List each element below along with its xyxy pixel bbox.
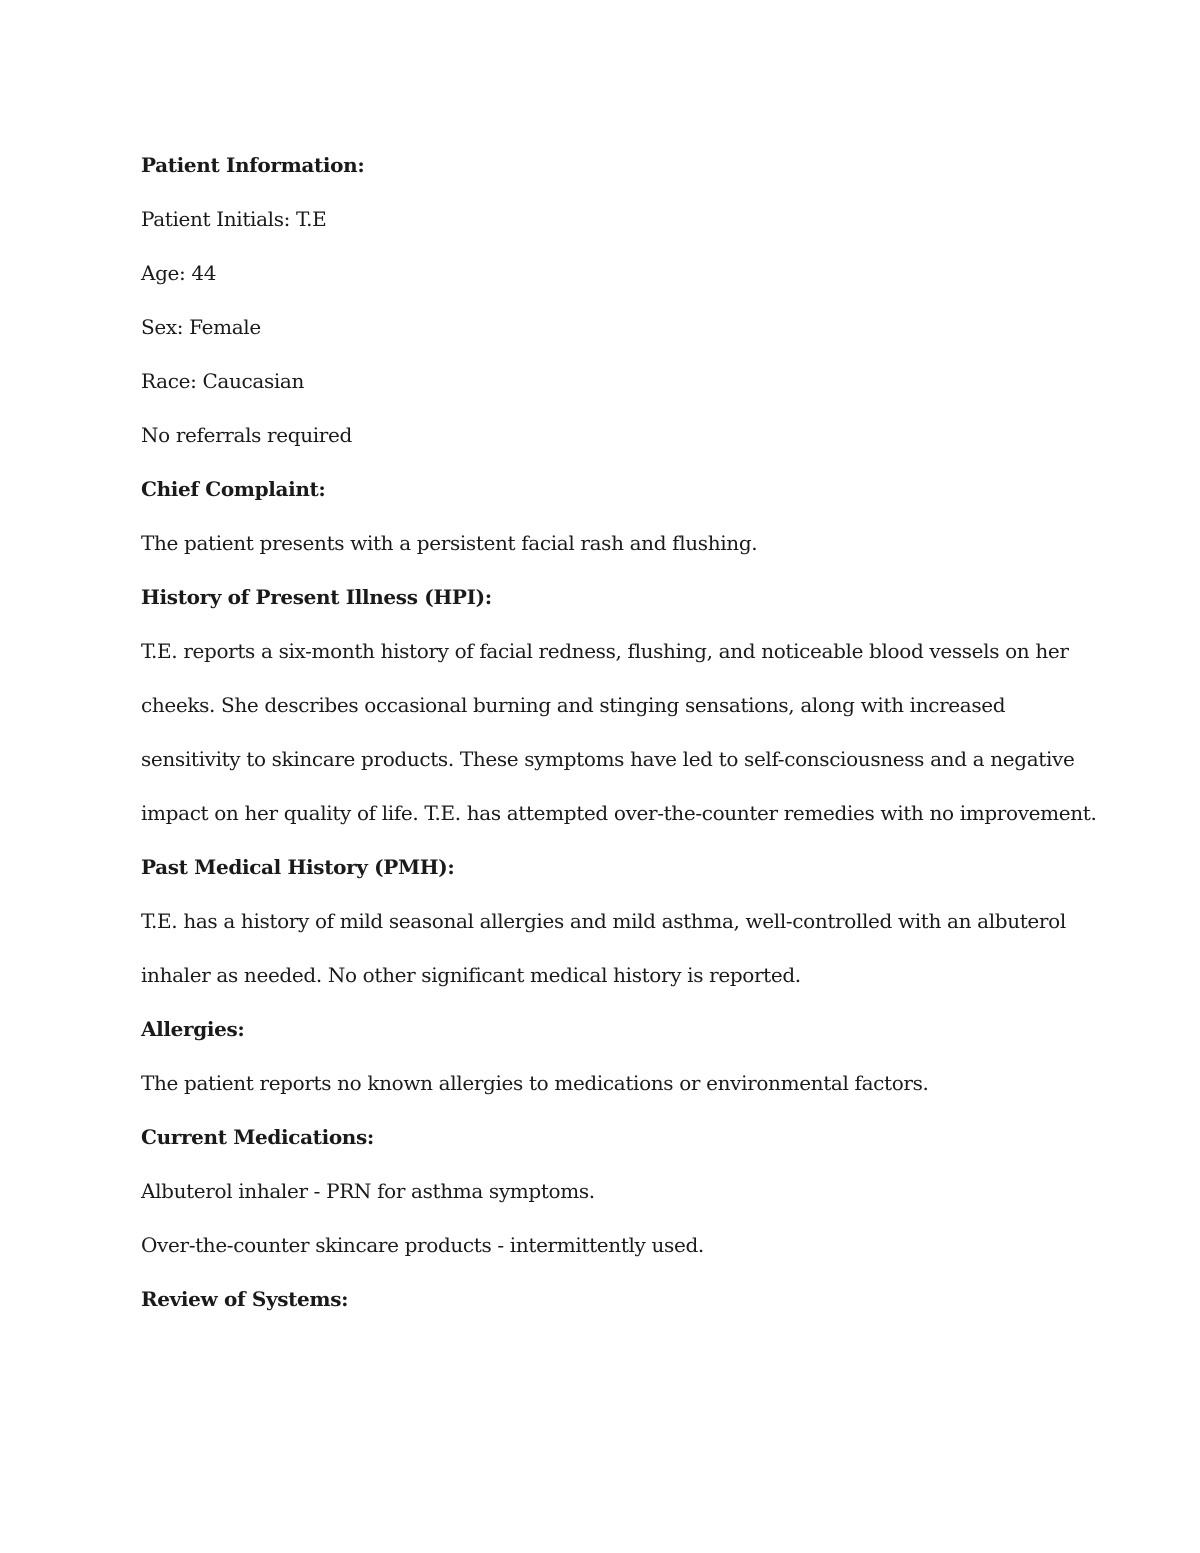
hpi-heading: History of Present Illness (HPI):: [141, 585, 492, 609]
hpi-line: impact on her quality of life. T.E. has attempted over-the-counter remedies with no improvement.: [141, 801, 1097, 825]
patient-race: Race: Caucasian: [141, 369, 305, 393]
pmh-heading: Past Medical History (PMH):: [141, 855, 455, 879]
chief-complaint-heading: Chief Complaint:: [141, 477, 326, 501]
medication-item: Albuterol inhaler - PRN for asthma symptoms.: [141, 1179, 595, 1203]
referrals-note: No referrals required: [141, 423, 352, 447]
patient-sex: Sex: Female: [141, 315, 261, 339]
ros-heading: Review of Systems:: [141, 1287, 349, 1311]
medication-item: Over-the-counter skincare products - intermittently used.: [141, 1233, 704, 1257]
medications-heading: Current Medications:: [141, 1125, 374, 1149]
patient-info-heading: Patient Information:: [141, 153, 365, 177]
pmh-line: T.E. has a history of mild seasonal allergies and mild asthma, well-controlled with an albuterol: [141, 909, 1066, 933]
allergies-text: The patient reports no known allergies to medications or environmental factors.: [141, 1071, 929, 1095]
hpi-line: cheeks. She describes occasional burning and stinging sensations, along with increased: [141, 693, 1006, 717]
document-body: [141, 138, 1097, 1326]
allergies-heading: Allergies:: [141, 1017, 245, 1041]
chief-complaint-text: The patient presents with a persistent facial rash and flushing.: [141, 531, 758, 555]
pmh-line: inhaler as needed. No other significant medical history is reported.: [141, 963, 801, 987]
hpi-line: sensitivity to skincare products. These symptoms have led to self-consciousness and a negative: [141, 747, 1075, 771]
hpi-line: T.E. reports a six-month history of facial redness, flushing, and noticeable blood vessels on her: [141, 639, 1069, 663]
patient-age: Age: 44: [141, 261, 217, 285]
patient-initials: Patient Initials: T.E: [141, 207, 327, 231]
